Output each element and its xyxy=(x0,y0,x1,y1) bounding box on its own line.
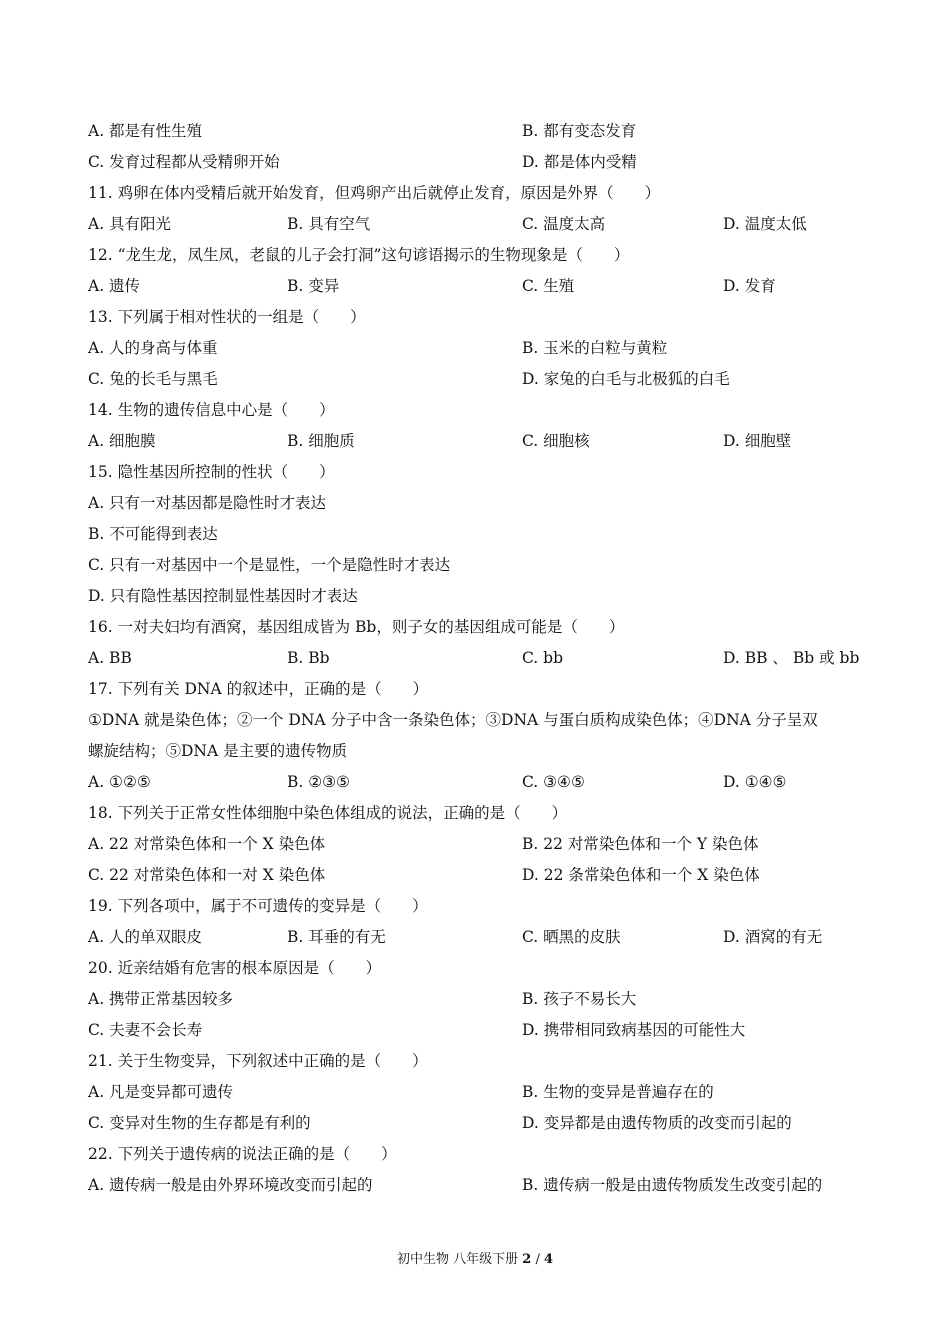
page-total: 4 xyxy=(543,1252,554,1267)
question-stem: 12. “龙生龙，凤生凤，老鼠的儿子会打洞”这句谚语揭示的生物现象是（ ） xyxy=(88,246,630,264)
statement-line: ①DNA 就是染色体；②一个 DNA 分子中含一条染色体；③DNA 与蛋白质构成染色体；④DNA 分子呈双 xyxy=(88,711,818,729)
option-c: C. 生殖 xyxy=(522,277,575,295)
option-a: A. 都是有性生殖 xyxy=(88,122,203,140)
option-b: B. 都有变态发育 xyxy=(522,122,637,140)
option-b: B. 变异 xyxy=(287,277,340,295)
option-a: A. ①②⑤ xyxy=(88,773,151,791)
option-d: D. BB 、 Bb 或 bb xyxy=(723,649,860,667)
question-stem: 15. 隐性基因所控制的性状（ ） xyxy=(88,463,335,481)
question-stem: 18. 下列关于正常女性体细胞中染色体组成的说法，正确的是（ ） xyxy=(88,804,568,822)
option-b: B. 遗传病一般是由遗传物质发生改变引起的 xyxy=(522,1176,823,1194)
option-a: A. 人的身高与体重 xyxy=(88,339,218,357)
option-a: A. 只有一对基因都是隐性时才表达 xyxy=(88,494,327,512)
question-stem: 20. 近亲结婚有危害的根本原因是（ ） xyxy=(88,959,382,977)
question-stem: 16. 一对夫妇均有酒窝，基因组成皆为 Bb，则子女的基因组成可能是（ ） xyxy=(88,618,625,636)
option-a: A. 22 对常染色体和一个 X 染色体 xyxy=(88,835,326,853)
page-separator: / xyxy=(531,1252,544,1267)
option-d: D. 22 条常染色体和一个 X 染色体 xyxy=(522,866,760,884)
option-c: C. 兔的长毛与黑毛 xyxy=(88,370,218,388)
option-c: C. 只有一对基因中一个是显性，一个是隐性时才表达 xyxy=(88,556,451,574)
question-stem: 17. 下列有关 DNA 的叙述中，正确的是（ ） xyxy=(88,680,429,698)
option-b: B. 22 对常染色体和一个 Y 染色体 xyxy=(522,835,759,853)
option-a: A. 人的单双眼皮 xyxy=(88,928,203,946)
option-b: B. 孩子不易长大 xyxy=(522,990,637,1008)
option-c: C. 变异对生物的生存都是有利的 xyxy=(88,1114,311,1132)
option-a: A. 具有阳光 xyxy=(88,215,172,233)
option-d: D. 只有隐性基因控制显性基因时才表达 xyxy=(88,587,358,605)
option-b: B. 具有空气 xyxy=(287,215,371,233)
option-a: A. 细胞膜 xyxy=(88,432,156,450)
question-stem: 13. 下列属于相对性状的一组是（ ） xyxy=(88,308,366,326)
option-d: D. 变异都是由遗传物质的改变而引起的 xyxy=(522,1114,792,1132)
option-d: D. 发育 xyxy=(723,277,776,295)
option-b: B. 耳垂的有无 xyxy=(287,928,386,946)
question-stem: 22. 下列关于遗传病的说法正确的是（ ） xyxy=(88,1145,397,1163)
option-d: D. 酒窝的有无 xyxy=(723,928,823,946)
question-stem: 19. 下列各项中，属于不可遗传的变异是（ ） xyxy=(88,897,428,915)
option-c: C. ③④⑤ xyxy=(522,773,585,791)
page-number: 2 xyxy=(522,1252,532,1267)
option-b: B. 细胞质 xyxy=(287,432,355,450)
statement-line: 螺旋结构；⑤DNA 是主要的遗传物质 xyxy=(88,742,348,760)
option-c: C. 晒黑的皮肤 xyxy=(522,928,621,946)
option-d: D. 细胞壁 xyxy=(723,432,792,450)
option-d: D. 家兔的白毛与北极狐的白毛 xyxy=(522,370,730,388)
option-c: C. 温度太高 xyxy=(522,215,606,233)
option-a: A. 遗传 xyxy=(88,277,141,295)
option-b: B. 玉米的白粒与黄粒 xyxy=(522,339,668,357)
question-stem: 14. 生物的遗传信息中心是（ ） xyxy=(88,401,335,419)
option-c: C. 夫妻不会长寿 xyxy=(88,1021,203,1039)
page-footer xyxy=(0,1248,950,1267)
option-b: B. Bb xyxy=(287,649,330,667)
option-c: C. 细胞核 xyxy=(522,432,590,450)
option-d: D. ①④⑤ xyxy=(723,773,787,791)
option-a: A. 遗传病一般是由外界环境改变而引起的 xyxy=(88,1176,373,1194)
option-a: A. 凡是变异都可遗传 xyxy=(88,1083,234,1101)
question-stem: 21. 关于生物变异，下列叙述中正确的是（ ） xyxy=(88,1052,428,1070)
option-d: D. 温度太低 xyxy=(723,215,807,233)
question-stem: 11. 鸡卵在体内受精后就开始发育，但鸡卵产出后就停止发育，原因是外界（ ） xyxy=(88,184,661,202)
option-d: D. 携带相同致病基因的可能性大 xyxy=(522,1021,746,1039)
option-a: A. BB xyxy=(88,649,132,667)
option-d: D. 都是体内受精 xyxy=(522,153,637,171)
footer-label: 初中生物 八年级下册 xyxy=(396,1252,519,1267)
option-b: B. ②③⑤ xyxy=(287,773,350,791)
option-c: C. bb xyxy=(522,649,564,667)
option-b: B. 生物的变异是普遍存在的 xyxy=(522,1083,714,1101)
option-c: C. 发育过程都从受精卵开始 xyxy=(88,153,280,171)
option-b: B. 不可能得到表达 xyxy=(88,525,218,543)
option-a: A. 携带正常基因较多 xyxy=(88,990,234,1008)
option-c: C. 22 对常染色体和一对 X 染色体 xyxy=(88,866,326,884)
